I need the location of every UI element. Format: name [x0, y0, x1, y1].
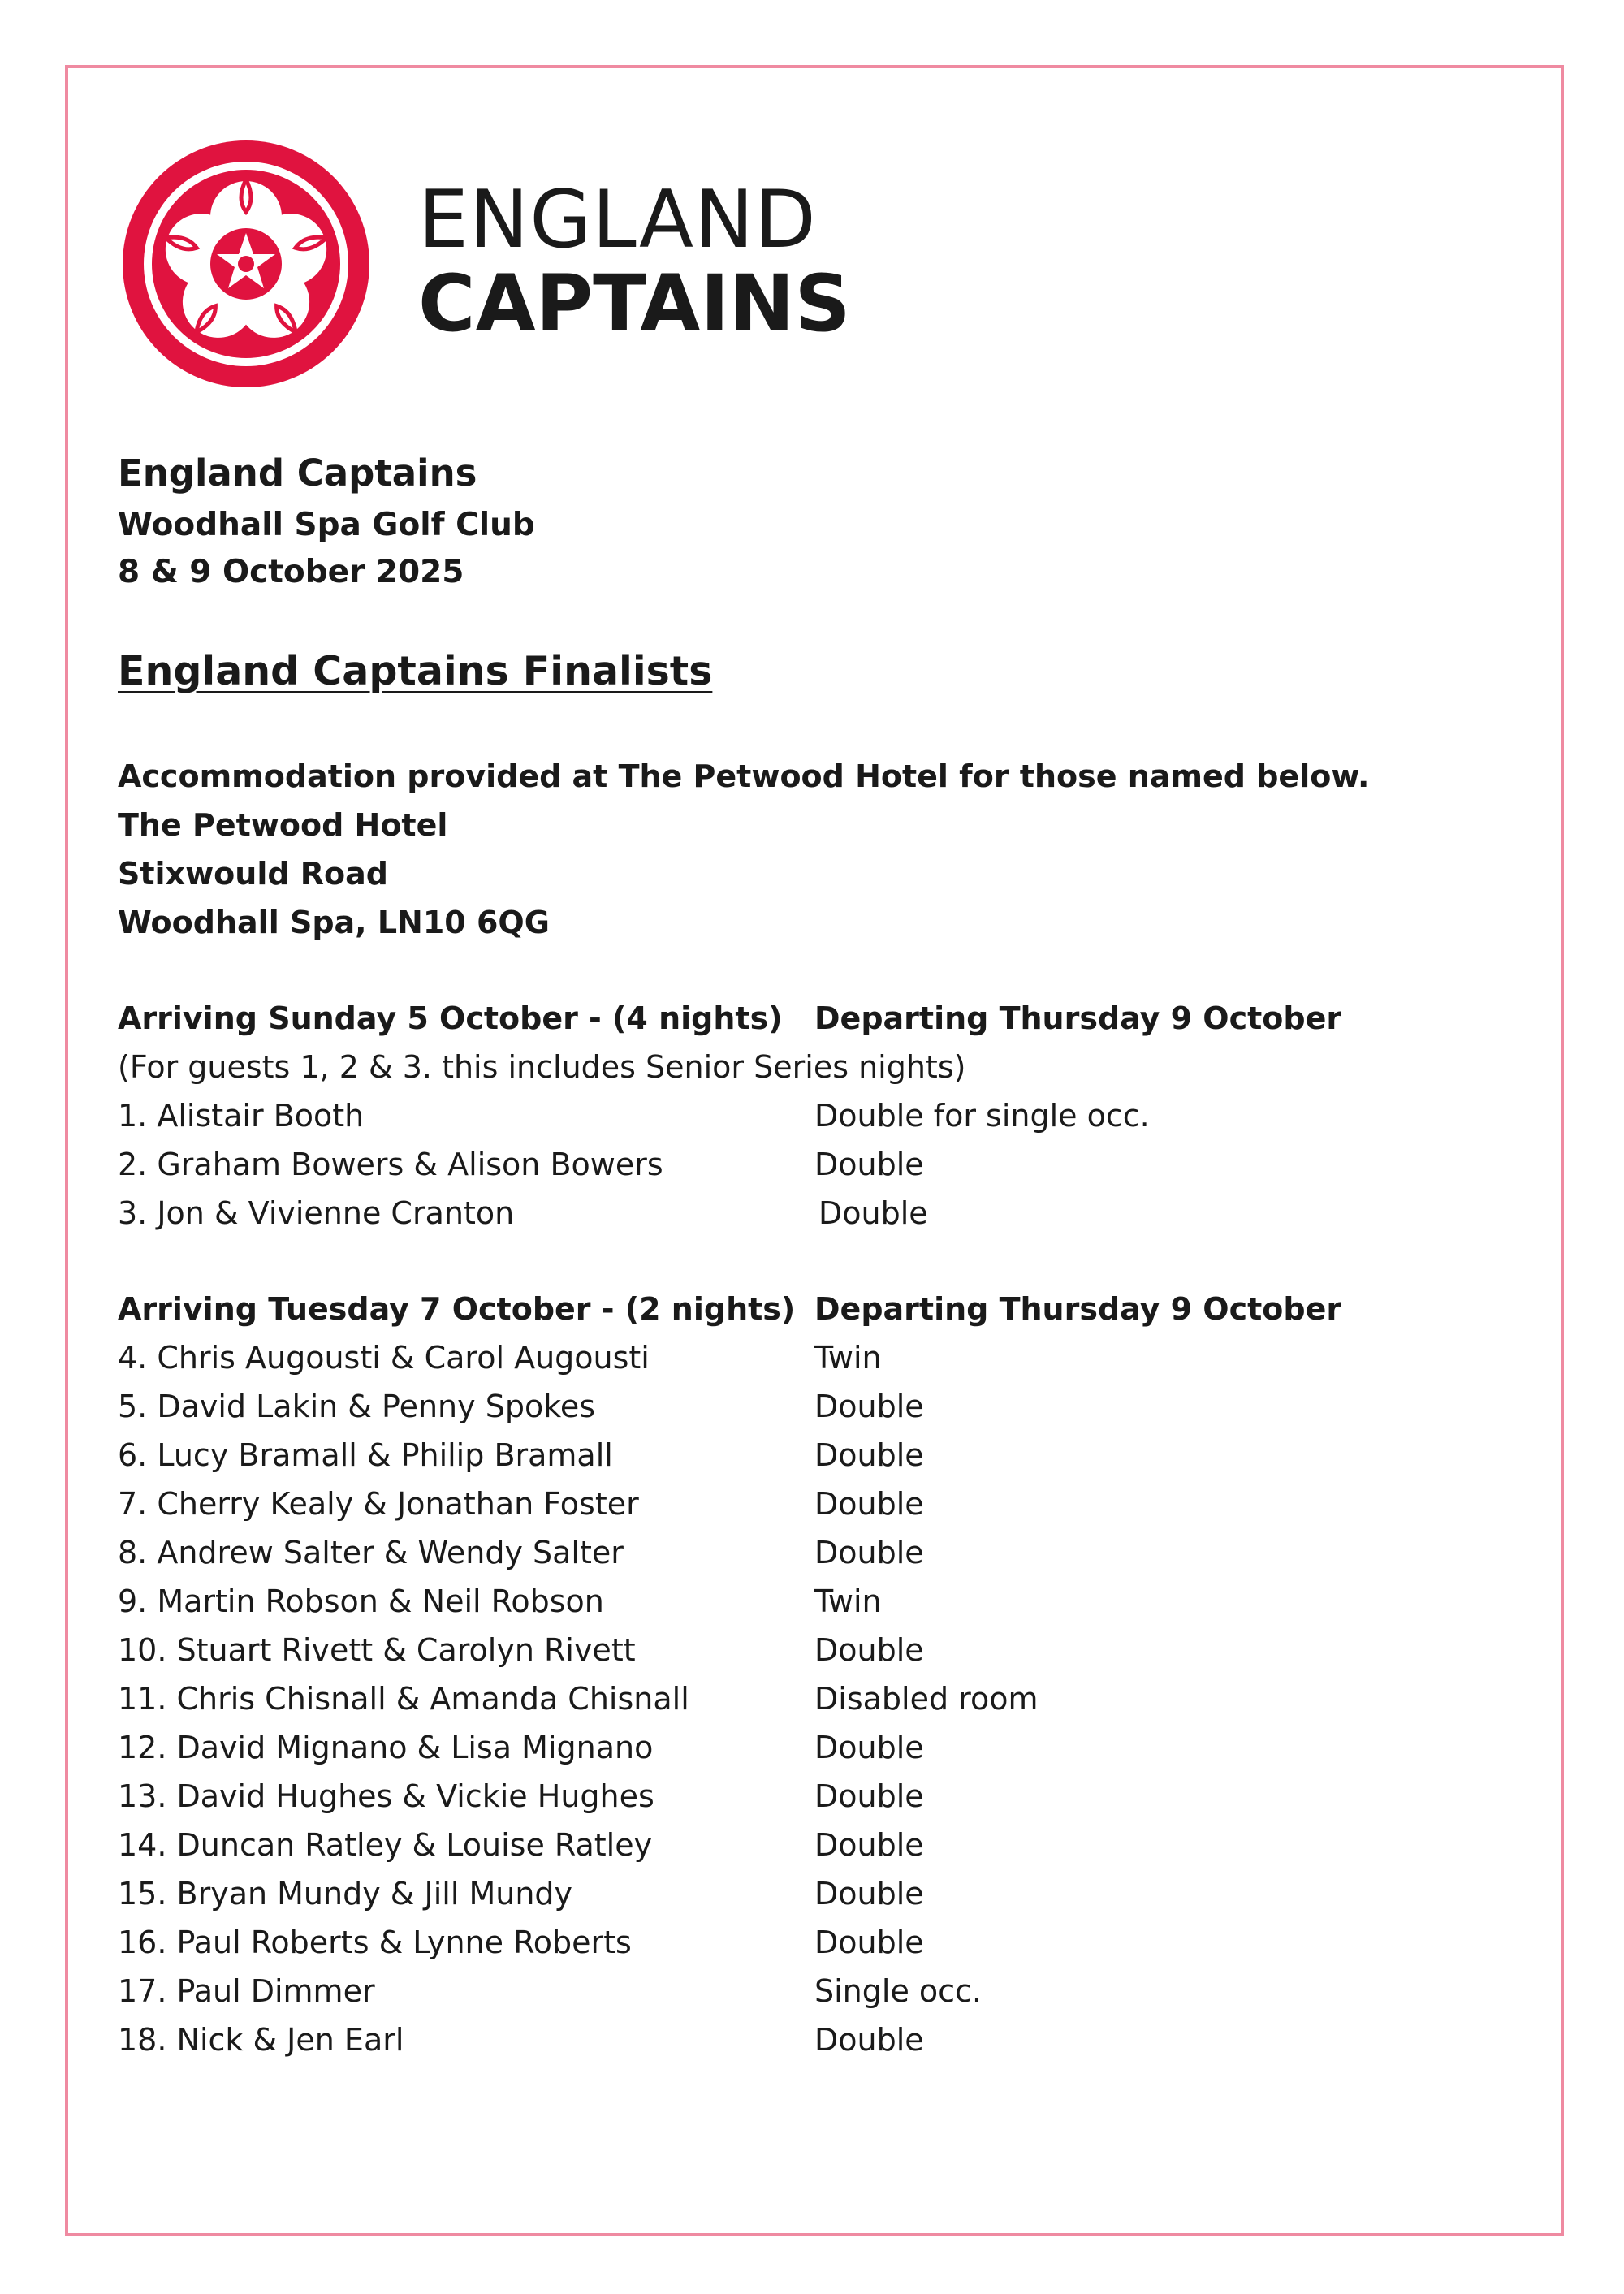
guest-room: Double [814, 1925, 924, 1960]
brand-wordmark-top: ENGLAND [418, 174, 817, 266]
guest-name: 3. Jon & Vivienne Cranton [118, 1195, 515, 1231]
brand-wordmark [418, 174, 851, 349]
rose-icon [116, 134, 376, 394]
brand-wordmark-bottom: CAPTAINS [418, 258, 851, 349]
hotel-street: Stixwould Road [118, 856, 389, 892]
guest-room: Double [814, 2022, 924, 2058]
event-dates: 8 & 9 October 2025 [118, 554, 464, 590]
guest-room: Double [814, 1778, 924, 1814]
guest-name: 11. Chris Chisnall & Amanda Chisnall [118, 1681, 689, 1717]
england-captains-rose-logo [116, 134, 376, 394]
group2-arrival: Arriving Tuesday 7 October - (2 nights) [118, 1291, 796, 1327]
guest-name: 12. David Mignano & Lisa Mignano [118, 1730, 654, 1765]
guest-name: 4. Chris Augousti & Carol Augousti [118, 1340, 650, 1376]
guest-name: 16. Paul Roberts & Lynne Roberts [118, 1925, 632, 1960]
guest-room: Single occ. [814, 1973, 983, 2009]
guest-room: Double [814, 1876, 924, 1912]
guest-room: Double [814, 1730, 924, 1765]
guest-name: 9. Martin Robson & Neil Robson [118, 1583, 604, 1619]
group1-departure: Departing Thursday 9 October [814, 1000, 1342, 1036]
guest-name: 17. Paul Dimmer [118, 1973, 375, 2009]
guest-name: 13. David Hughes & Vickie Hughes [118, 1778, 654, 1814]
guest-room: Double [814, 1389, 924, 1424]
guest-name: 2. Graham Bowers & Alison Bowers [118, 1147, 663, 1182]
group1-note: (For guests 1, 2 & 3. this includes Senior Series nights) [118, 1049, 966, 1085]
guest-name: 8. Andrew Salter & Wendy Salter [118, 1535, 624, 1570]
guest-room: Twin [814, 1583, 882, 1619]
guest-room: Twin [814, 1340, 882, 1376]
guest-room: Double [814, 1147, 924, 1182]
guest-name: 10. Stuart Rivett & Carolyn Rivett [118, 1632, 636, 1668]
guest-name: 15. Bryan Mundy & Jill Mundy [118, 1876, 573, 1912]
hotel-town: Woodhall Spa, LN10 6QG [118, 905, 550, 940]
guest-room: Double [814, 1827, 924, 1863]
accommodation-intro: Accommodation provided at The Petwood Hotel for those named below. [118, 758, 1370, 794]
group2-departure: Departing Thursday 9 October [814, 1291, 1342, 1327]
guest-name: 6. Lucy Bramall & Philip Bramall [118, 1437, 613, 1473]
guest-name: 7. Cherry Kealy & Jonathan Foster [118, 1486, 639, 1522]
section-heading: England Captains Finalists [118, 648, 713, 694]
guest-room: Double [814, 1632, 924, 1668]
guest-room: Disabled room [814, 1681, 1039, 1717]
hotel-name: The Petwood Hotel [118, 807, 448, 843]
document-title: England Captains [118, 451, 477, 495]
guest-name: 14. Duncan Ratley & Louise Ratley [118, 1827, 653, 1863]
guest-room: Double for single occ. [814, 1098, 1150, 1134]
guest-room: Double [814, 1535, 924, 1570]
guest-room: Double [818, 1195, 928, 1231]
guest-name: 5. David Lakin & Penny Spokes [118, 1389, 596, 1424]
venue: Woodhall Spa Golf Club [118, 507, 535, 543]
guest-name: 1. Alistair Booth [118, 1098, 365, 1134]
guest-name: 18. Nick & Jen Earl [118, 2022, 404, 2058]
group1-arrival: Arriving Sunday 5 October - (4 nights) [118, 1000, 783, 1036]
guest-room: Double [814, 1486, 924, 1522]
guest-room: Double [814, 1437, 924, 1473]
